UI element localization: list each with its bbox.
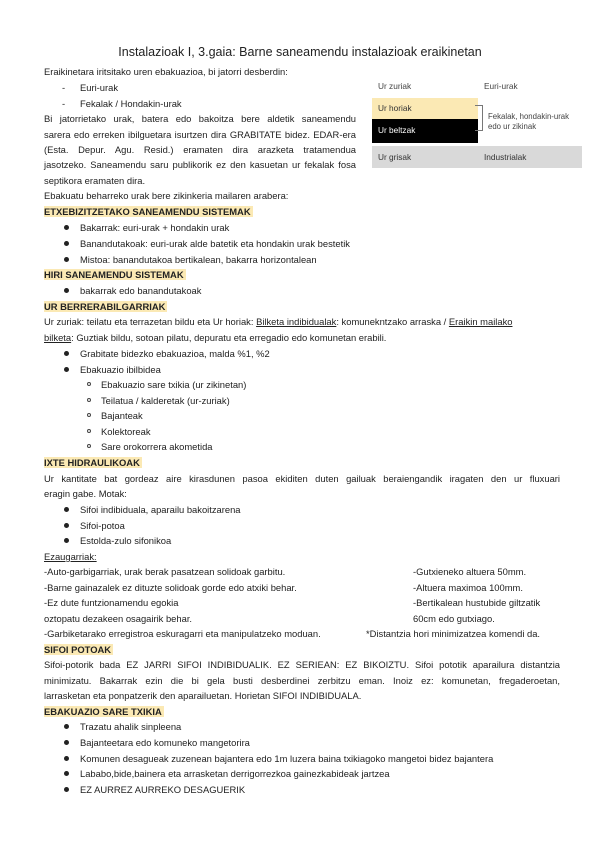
- paragraph-line: sarera edo erreken ibilguetara isurtzen dira GRABITATE bidez. EDAR-era: [44, 129, 356, 140]
- bracket: [475, 105, 483, 131]
- paragraph-line: minimizatu. Bakarrak ezin die bi gela busti desberdinei zerbitzu eman. Inoiz ez: komunetan, fregaderoetan,: [44, 675, 560, 686]
- list-item: Mistoa: banandutakoa bertikalean, bakarra horizontalean: [80, 254, 317, 265]
- feature-line: *Distantzia hori minimizatzea komendi da.: [366, 628, 541, 639]
- paragraph-line: jasotzeko. Saneamendu saru publikorik ez den kasuetan ur fekalak fosa: [44, 159, 356, 170]
- bullet: [64, 241, 69, 246]
- sub-list-item: Ebakuazio sare txikia (ur zikinetan): [101, 379, 247, 390]
- table-cell: Ur horiak: [378, 103, 412, 113]
- sub-bullet: [87, 413, 91, 417]
- section-heading: ETXEBIZITZETAKO SANEAMENDU SISTEMAK: [44, 206, 251, 217]
- list-item: Lababo,bide,bainera eta arrasketan derrigorrezkoa gainezkabideak jartzea: [80, 768, 390, 779]
- table-cell: Ur zuriak: [378, 81, 412, 91]
- feature-line: oztopatu dezakeen osagairik behar.: [44, 613, 193, 624]
- sub-list-item: Bajanteak: [101, 410, 143, 421]
- list-item: Sifoi indibiduala, aparailu bakoitzarena: [80, 504, 241, 515]
- paragraph-line: Ur kantitate bat gordeaz aire kirasdunen pasoa ekiditen duten gailuak beraiengandik iragaten den ur fluxuari: [44, 473, 560, 484]
- feature-line: -Altuera maximoa 100mm.: [413, 582, 523, 593]
- feature-line: -Ez dute funtzionamendu egokia: [44, 597, 179, 608]
- list-item: Bakarrak: euri-urak + hondakin urak: [80, 222, 230, 233]
- feature-line: -Bertikalean hustubide giltzatik: [413, 597, 541, 608]
- feature-line: -Barne gainazalek ez dituzte solidoak gorde edo atxiki behar.: [44, 582, 297, 593]
- feature-line: -Auto-garbigarriak, urak berak pasatzean solidoak garbitu.: [44, 566, 286, 577]
- bullet: [64, 225, 69, 230]
- paragraph-line: bilketa: Guztiak bildu, sotoan pilatu, depuratu eta erregadio edo komunetan erabili.: [44, 332, 387, 343]
- list-item: Bajanteetara edo komuneko mangetorira: [80, 737, 250, 748]
- bullet: [64, 538, 69, 543]
- list-item: Euri-urak: [80, 82, 119, 93]
- list-item: bakarrak edo banandutakoak: [80, 285, 202, 296]
- section-heading: UR BERRERABILGARRIAK: [44, 301, 166, 312]
- section-heading: IXTE HIDRAULIKOAK: [44, 457, 140, 468]
- paragraph-line: larrasketan eta ponpatzerik den aparailuetan. Horietan SIFOI INDIBIDUALA.: [44, 690, 362, 701]
- sub-list-item: Sare orokorrera akometida: [101, 441, 213, 452]
- feature-line: -Gutxieneko altuera 50mm.: [413, 566, 527, 577]
- bullet: [64, 367, 69, 372]
- bullet: [64, 523, 69, 528]
- bullet: [64, 724, 69, 729]
- page-title: Instalazioak I, 3.gaia: Barne saneamendu instalazioak eraikinetan: [118, 45, 482, 59]
- paragraph-line: Sifoi-potorik bada EZ JARRI SIFOI INDIBIDUALIK. EZ SERIEAN: EZ BIKOIZTU. Sifoi pototik aparailura distantzia: [44, 659, 560, 670]
- table-cell: Euri-urak: [484, 81, 518, 91]
- list-item: EZ AURREZ AURREKO DESAGUERIK: [80, 784, 246, 795]
- sub-bullet: [87, 444, 91, 448]
- sub-list-item: Kolektoreak: [101, 426, 151, 437]
- intro-text: Eraikinetara iritsitako uren ebakuazioa, bi jatorri desberdin:: [44, 66, 288, 77]
- paragraph-line: eragin gabe. Motak:: [44, 488, 127, 499]
- paragraph-line: Ebakuatu beharreko urak bere zikinkeria mailaren arabera:: [44, 190, 289, 201]
- table-cell: Fekalak, hondakin-urak: [488, 112, 570, 121]
- sub-bullet: [87, 398, 91, 402]
- feature-line: -Garbiketarako erregistroa eskuragarri eta manipulatzeko moduan.: [44, 628, 321, 639]
- bullet: [64, 507, 69, 512]
- bullet: [64, 771, 69, 776]
- section-heading: EBAKUAZIO SARE TXIKIA: [44, 706, 162, 717]
- paragraph-line: Ur zuriak: teilatu eta terrazetan bildu eta Ur horiak: Bilketa indibidualak: komunekntzako arraska / Eraikin mailako: [44, 316, 513, 327]
- sub-list-item: Teilatua / kalderetak (ur-zuriak): [101, 395, 230, 406]
- table-cell: edo ur zikinak: [488, 122, 537, 131]
- bullet: [64, 288, 69, 293]
- sub-bullet: [87, 429, 91, 433]
- paragraph-line: (Esta. Depur. Agu. Resid.) eramaten dira arazketa tratamendua: [44, 144, 356, 155]
- list-dash: -: [62, 82, 66, 93]
- list-item: Trazatu ahalik sinpleena: [80, 721, 182, 732]
- sub-bullet: [87, 382, 91, 386]
- feature-line: 60cm edo gutxiago.: [413, 613, 495, 624]
- table-cell: Industrialak: [484, 152, 527, 162]
- bullet: [64, 257, 69, 262]
- list-item: Komunen desagueak zuzenean bajantera edo 1m luzera baina txikiagoko mangetoi bidez bajantera: [80, 753, 494, 764]
- table-cell: Ur beltzak: [378, 125, 416, 135]
- list-item: Sifoi-potoa: [80, 520, 125, 531]
- features-heading: Ezaugarriak:: [44, 551, 97, 562]
- paragraph-line: septikora eramaten dira.: [44, 175, 146, 186]
- section-heading: HIRI SANEAMENDU SISTEMAK: [44, 269, 184, 280]
- section-heading: SIFOI POTOAK: [44, 644, 112, 655]
- list-item: Estolda-zulo sifonikoa: [80, 535, 172, 546]
- list-item: Ebakuazio ibilbidea: [80, 364, 161, 375]
- bullet: [64, 740, 69, 745]
- bullet: [64, 756, 69, 761]
- list-dash: -: [62, 98, 66, 109]
- list-item: Banandutakoak: euri-urak alde batetik eta hondakin urak bestetik: [80, 238, 350, 249]
- paragraph-line: Bi jatorrietako urak, batera edo bakoitza bere aldetik saneamendu: [44, 113, 356, 124]
- bullet: [64, 787, 69, 792]
- bullet: [64, 351, 69, 356]
- table-cell: Ur grisak: [378, 152, 412, 162]
- list-item: Fekalak / Hondakin-urak: [80, 98, 182, 109]
- list-item: Grabitate bidezko ebakuazioa, malda %1, %2: [80, 348, 270, 359]
